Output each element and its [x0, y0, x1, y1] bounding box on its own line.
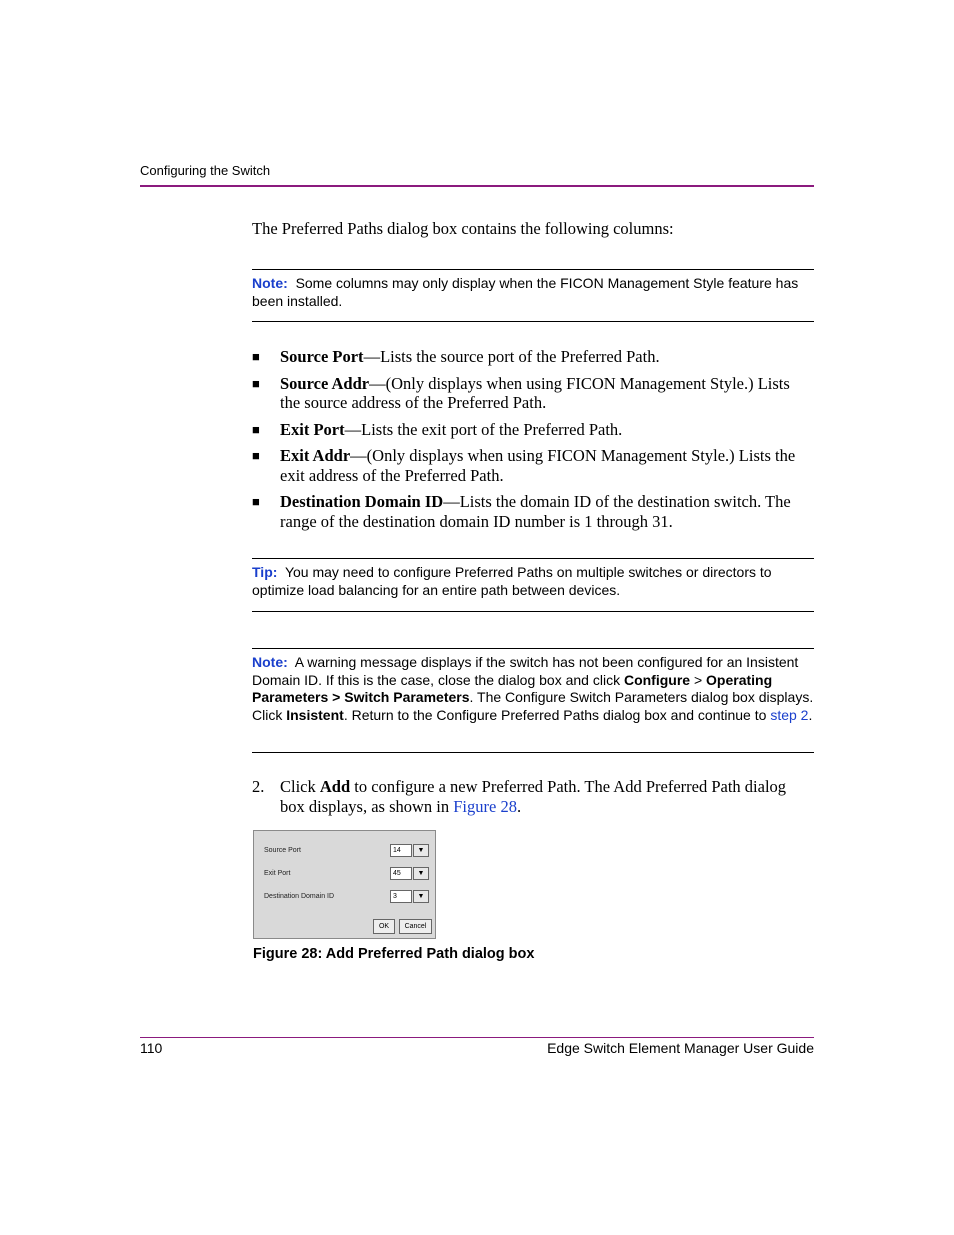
list-item-term: Source Addr — [280, 373, 370, 393]
step-2-link[interactable]: step 2 — [770, 706, 809, 723]
list-item-text: —(Only displays when using FICON Management Style.) Lists the exit address of the Preferred Path. — [280, 446, 796, 485]
note2-end: . — [808, 706, 813, 723]
tip-text: You may need to configure Preferred Paths on multiple switches or directors to optimize load balancing for an entire path between devices. — [252, 564, 772, 598]
source-port-dropdown[interactable] — [413, 844, 429, 857]
note2-text: . The Configure Switch Parameters dialog box displays. Click — [252, 689, 814, 723]
chevron-down-icon: ▼ — [417, 893, 425, 900]
list-item-term: Exit Addr — [280, 446, 351, 465]
source-port-field[interactable]: 14 — [390, 844, 412, 857]
destination-domain-id-label: Destination Domain ID — [264, 893, 335, 900]
list-item-text: —Lists the exit port of the Preferred Path. — [344, 419, 623, 439]
note1-label: Note: — [252, 275, 288, 291]
intro-paragraph: The Preferred Paths dialog box contains the following columns: — [252, 219, 674, 238]
step-number: 2. — [252, 777, 265, 796]
exit-port-field[interactable]: 45 — [390, 867, 412, 880]
list-item — [252, 347, 814, 367]
note1-box — [252, 275, 814, 310]
list-item-text: —Lists the domain ID of the destination switch. The range of the destination domain ID number is 1 through 31. — [280, 492, 791, 531]
chevron-down-icon: ▼ — [417, 870, 425, 877]
note2-label: Note: — [252, 654, 288, 670]
note2-insistent: Insistent — [286, 706, 344, 723]
figure-28-link[interactable]: Figure 28 — [453, 796, 517, 816]
running-header: Configuring the Switch — [140, 163, 271, 178]
source-port-label: Source Port — [264, 847, 301, 854]
step-text-part: Click — [280, 777, 320, 796]
add-preferred-path-dialog — [253, 830, 436, 939]
list-item-text: —Lists the source port of the Preferred Path. — [363, 347, 660, 366]
bullet-square-icon: ■ — [252, 448, 260, 463]
step-text-end: . — [516, 796, 522, 816]
column-list — [252, 347, 814, 538]
bullet-square-icon: ■ — [252, 494, 260, 509]
list-item — [252, 420, 814, 440]
step-text-part: to configure a new Preferred Path. The Add Preferred Path dialog box displays, as shown in — [280, 777, 787, 816]
step-2 — [252, 777, 814, 816]
note2-text: . Return to the Configure Preferred Paths dialog box and continue to — [343, 706, 771, 723]
note2-configure: Configure — [623, 671, 691, 688]
list-item-term: Exit Port — [280, 419, 345, 439]
destination-domain-id-dropdown[interactable] — [413, 890, 429, 903]
tip-label: Tip: — [252, 564, 278, 580]
bullet-square-icon: ■ — [252, 349, 260, 364]
page-number: 110 — [140, 1040, 163, 1056]
document-title: Edge Switch Element Manager User Guide — [547, 1040, 814, 1056]
note2-separator: > — [690, 671, 707, 688]
note2-box — [252, 654, 814, 724]
exit-port-dropdown[interactable] — [413, 867, 429, 880]
note1-bottom-rule — [252, 321, 814, 322]
list-item-text: —(Only displays when using FICON Management Style.) Lists the source address of the Preferred Path. — [280, 373, 790, 412]
exit-port-label: Exit Port — [264, 870, 291, 877]
list-item-term: Source Port — [280, 347, 364, 366]
tip-top-rule — [252, 558, 814, 559]
chevron-down-icon: ▼ — [417, 847, 425, 854]
tip-box — [252, 564, 814, 599]
note1-text: Some columns may only display when the FICON Management Style feature has been installed. — [252, 275, 799, 309]
note2-top-rule — [252, 648, 814, 649]
bullet-square-icon: ■ — [252, 375, 260, 391]
list-item-term: Destination Domain ID — [280, 492, 444, 511]
destination-domain-id-field[interactable]: 3 — [390, 890, 412, 903]
footer-rule — [140, 1037, 814, 1038]
list-item — [252, 374, 814, 413]
tip-bottom-rule — [252, 611, 814, 612]
ok-button[interactable]: OK — [373, 919, 395, 934]
note1-top-rule — [252, 269, 814, 270]
bullet-square-icon: ■ — [252, 421, 260, 437]
note2-menu-path: Operating Parameters > Switch Parameters — [252, 671, 773, 705]
list-item — [252, 446, 814, 485]
step-text — [252, 777, 814, 816]
header-rule — [140, 185, 814, 187]
cancel-button[interactable]: Cancel — [399, 919, 432, 934]
note2-text: A warning message displays if the switch has not been configured for an Insistent Domain ID. If this is the case, close the dialog box and click — [252, 654, 799, 688]
step-add-term: Add — [319, 777, 351, 796]
figure-caption: Figure 28: Add Preferred Path dialog box — [253, 946, 535, 962]
list-item — [252, 492, 814, 531]
note2-bottom-rule — [252, 752, 814, 753]
